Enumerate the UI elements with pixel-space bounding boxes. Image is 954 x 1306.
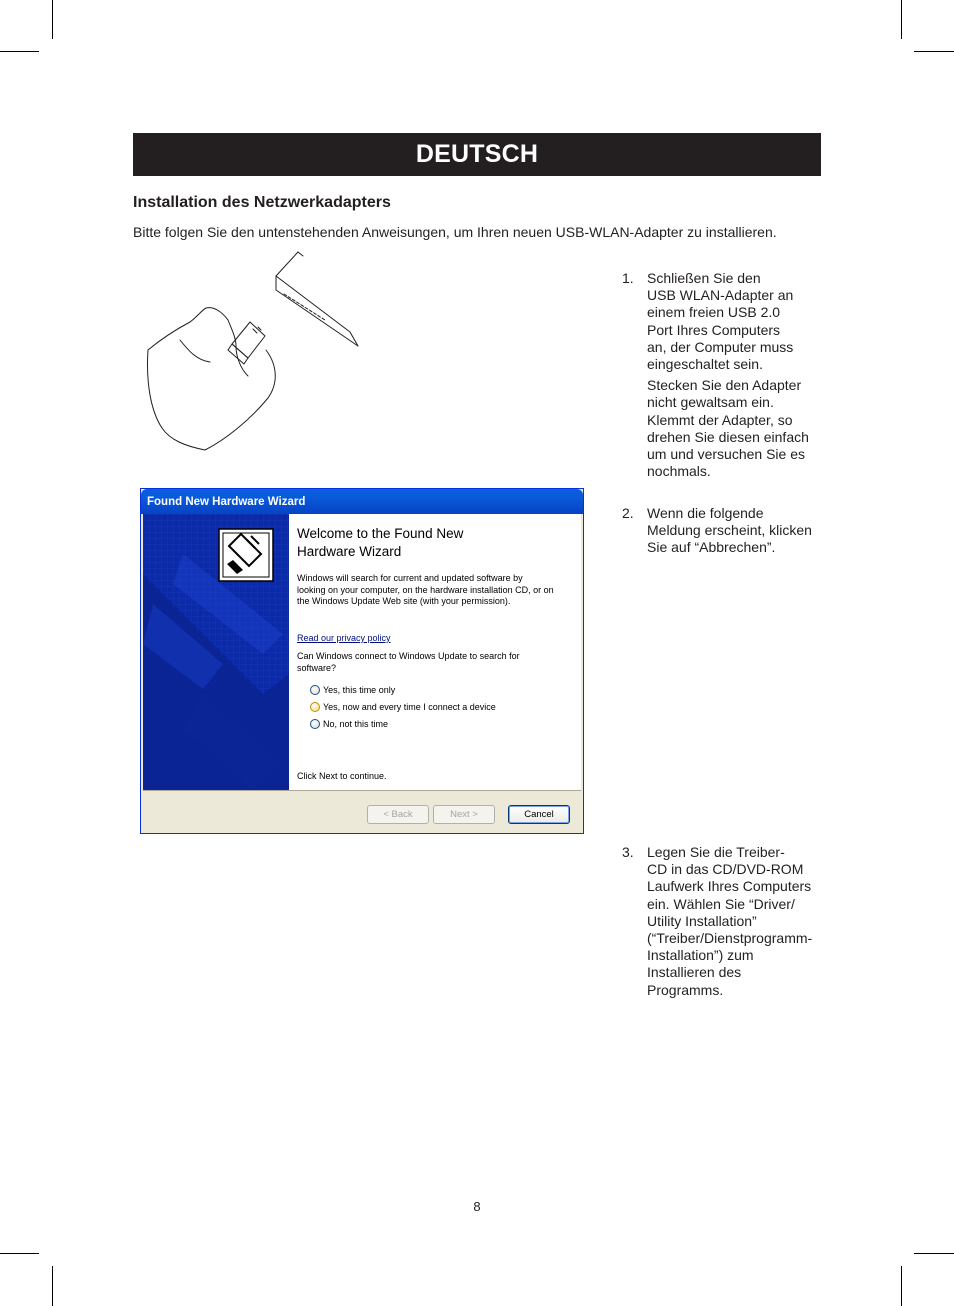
cancel-button[interactable]: Cancel [508,805,570,824]
page-number: 8 [473,1199,481,1214]
text-line: um und versuchen Sie es [647,446,805,463]
text-line: Programms. [647,981,724,998]
text-line: looking on your computer, on the hardware installation CD, or on [297,584,554,595]
step-paragraph [647,270,822,373]
crop-mark [901,1266,902,1306]
radio-circle[interactable] [310,702,320,712]
text-line: (“Treiber/Dienstprogramm- [647,930,813,947]
text-line: Installation”) zum [647,947,754,964]
text-line: software? [297,662,337,673]
text-line: CD in das CD/DVD-ROM [647,861,804,878]
text-line: Schließen Sie den [647,270,761,286]
crop-mark [52,1266,53,1306]
crop-mark [901,0,902,39]
step-number: 3. [622,844,634,860]
usb-insert-illustration [140,250,370,455]
radio-label[interactable]: No, not this time [323,719,389,729]
wizard-button-bar [143,790,581,831]
heading-line: Welcome to the Found New [297,526,464,541]
privacy-policy-link[interactable]: Read our privacy policy [297,633,391,643]
step-1 [622,270,822,484]
step-number: 2. [622,505,634,521]
radio-yes-this-time[interactable] [310,685,395,695]
continue-instruction: Click Next to continue. [297,771,387,781]
text-line: Utility Installation” [647,912,757,929]
step-paragraph [647,377,822,480]
crop-mark [0,51,39,52]
heading-line: Hardware Wizard [297,544,402,559]
crop-mark [0,1253,39,1254]
wizard-side-banner [143,514,289,790]
back-button[interactable]: < Back [367,805,429,824]
crop-mark [52,0,53,39]
wizard-heading [297,525,567,561]
text-line: Wenn die folgende [647,505,764,521]
text-line: Legen Sie die Treiber- [647,844,785,860]
text-line: an, der Computer muss [647,338,794,355]
radio-label[interactable]: Yes, this time only [323,685,396,695]
language-banner: DEUTSCH [133,133,821,176]
step-number: 1. [622,270,634,286]
text-line: Can Windows connect to Windows Update to search for [297,651,520,661]
radio-circle[interactable] [310,719,320,729]
step-paragraph [647,505,822,557]
crop-mark [914,51,954,52]
text-line: Port Ihres Computers [647,321,781,338]
text-line: ein. Wählen Sie “Driver/ [647,895,795,912]
text-line: Sie auf “Abbrechen”. [647,539,776,556]
wizard-titlebar[interactable]: Found New Hardware Wizard [141,489,583,514]
radio-circle[interactable] [310,685,320,695]
wizard-content [289,514,581,790]
text-line: nicht gewaltsam ein. [647,394,774,411]
radio-yes-every-time[interactable] [310,702,496,712]
hardware-icon [219,529,273,581]
text-line: Windows will search for current and updated software by [297,573,523,583]
intro-text: Bitte folgen Sie den untenstehenden Anweisungen, um Ihren neuen USB-WLAN-Adapter zu installieren. [133,224,777,240]
next-button[interactable]: Next > [433,805,495,824]
text-line: Stecken Sie den Adapter [647,377,802,394]
text-line: the Windows Update Web site (with your permission). [297,596,511,606]
wizard-question [297,651,579,674]
text-line: drehen Sie diesen einfach [647,428,809,445]
text-line: USB WLAN-Adapter an [647,287,794,304]
wizard-banner-art [143,514,289,790]
section-title: Installation des Netzwerkadapters [133,194,391,211]
wizard-description [297,573,579,608]
crop-mark [914,1253,954,1254]
text-line: eingeschaltet sein. [647,356,763,373]
step-3 [622,844,822,1003]
hardware-wizard-window [140,488,584,834]
radio-no-not-this-time[interactable] [310,719,388,729]
step-paragraph [647,844,822,999]
text-line: Laufwerk Ihres Computers [647,878,812,895]
radio-label[interactable]: Yes, now and every time I connect a device [323,702,496,712]
text-line: einem freien USB 2.0 [647,304,781,321]
text-line: Installieren des [647,964,742,981]
step-2 [622,505,822,561]
text-line: Meldung erscheint, klicken [647,522,812,539]
text-line: Klemmt der Adapter, so [647,411,793,428]
text-line: nochmals. [647,463,711,480]
